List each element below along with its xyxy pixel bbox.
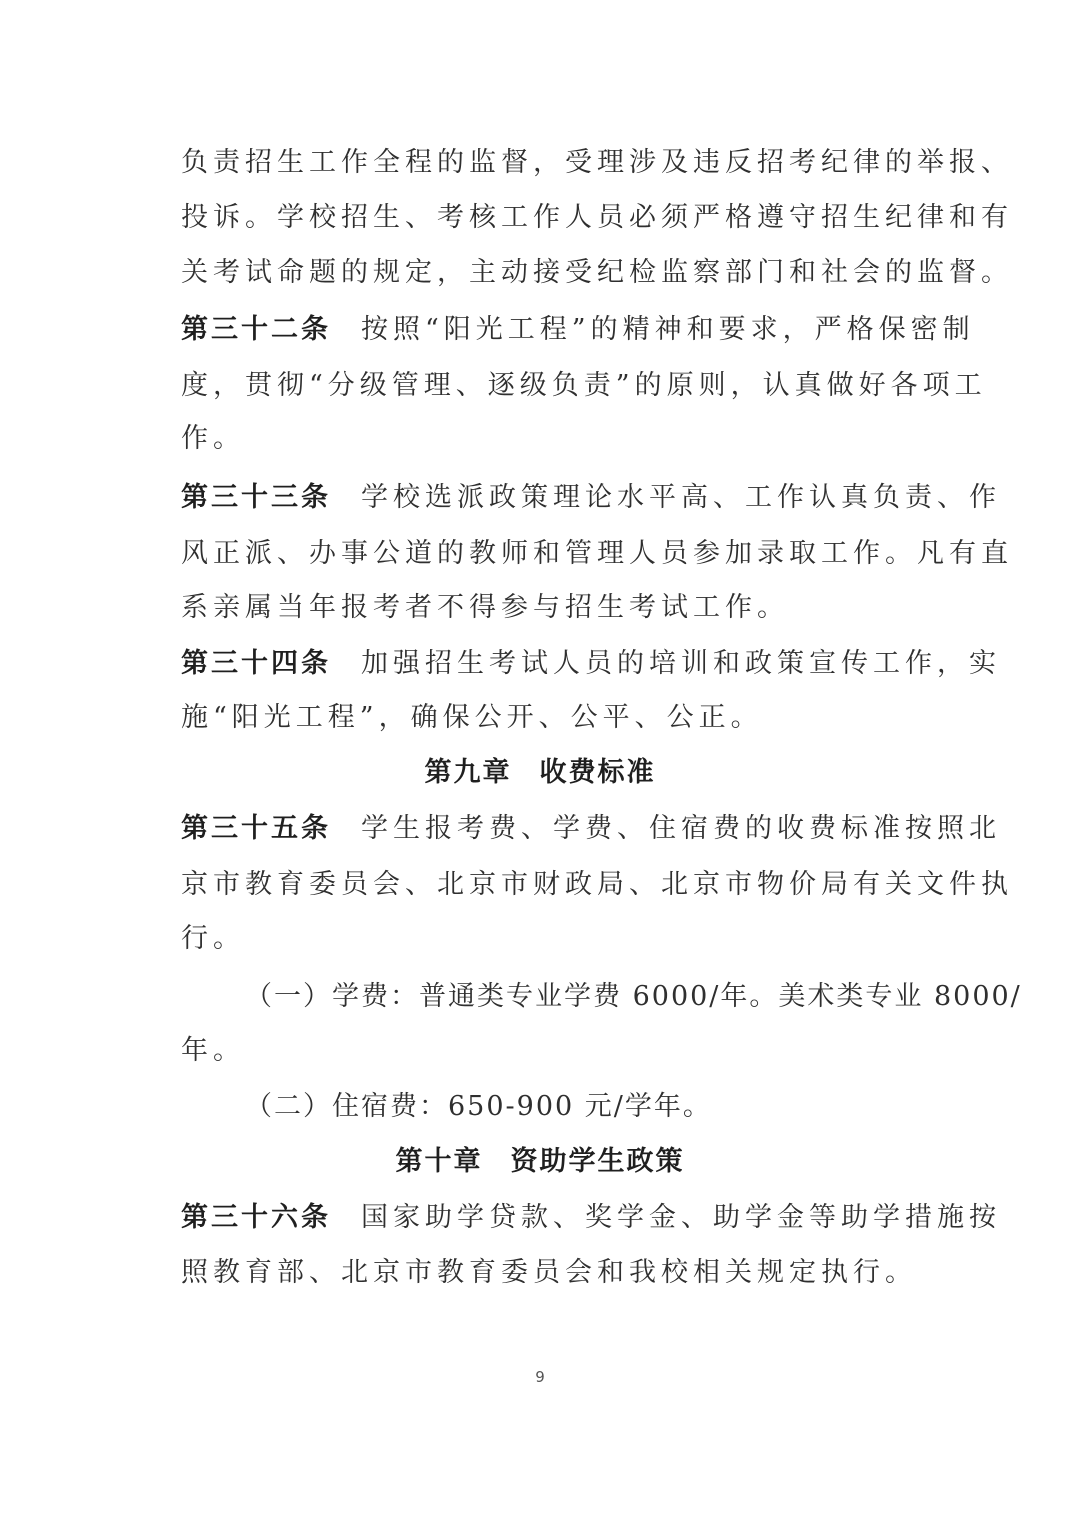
article-33-first-line [181, 481, 1001, 515]
chapter-9-title: 收费标准 [539, 757, 656, 788]
chapter-9-heading [0, 756, 1080, 790]
chapter-10-number: 第十章 [395, 1146, 483, 1177]
paragraph-line: 关考试命题的规定，主动接受纪检监察部门和社会的监督。 [181, 257, 1013, 288]
article-32-first-line [181, 313, 975, 347]
article-36-first-line [181, 1201, 1001, 1235]
article-32-text: 按照“阳光工程”的精神和要求，严格保密制 [361, 314, 975, 345]
article-32-line: 作。 [181, 423, 245, 454]
article-35-first-line [181, 812, 1001, 846]
article-33-line: 风正派、办事公道的教师和管理人员参加录取工作。凡有直 [181, 538, 1013, 569]
article-35-label: 第三十五条 [181, 813, 331, 844]
paragraph-line: 投诉。学校招生、考核工作人员必须严格遵守招生纪律和有 [181, 202, 1013, 233]
fee-item-accommodation: （二）住宿费：650-900 元/学年。 [245, 1091, 712, 1122]
article-33-text: 学校选派政策理论水平高、工作认真负责、作 [361, 482, 1001, 513]
article-34-line: 施“阳光工程”，确保公开、公平、公正。 [181, 702, 763, 733]
article-36-line: 照教育部、北京市教育委员会和我校相关规定执行。 [181, 1257, 917, 1288]
paragraph-line: 负责招生工作全程的监督，受理涉及违反招考纪律的举报、 [181, 147, 1013, 178]
article-34-label: 第三十四条 [181, 648, 331, 679]
article-35-line: 行。 [181, 923, 245, 954]
article-36-label: 第三十六条 [181, 1202, 331, 1233]
article-32-label: 第三十二条 [181, 314, 331, 345]
article-32-line: 度，贯彻“分级管理、逐级负责”的原则，认真做好各项工 [181, 370, 987, 401]
chapter-9-number: 第九章 [424, 757, 512, 788]
article-35-text: 学生报考费、学费、住宿费的收费标准按照北 [361, 813, 1001, 844]
fee-item-tuition-cont: 年。 [181, 1035, 245, 1066]
article-33-line: 系亲属当年报考者不得参与招生考试工作。 [181, 592, 789, 623]
chapter-10-title: 资助学生政策 [510, 1146, 685, 1177]
fee-item-tuition: （一）学费：普通类专业学费 6000/年。美术类专业 8000/ [245, 981, 1022, 1012]
article-34-first-line [181, 647, 1001, 681]
article-35-line: 京市教育委员会、北京市财政局、北京市物价局有关文件执 [181, 869, 1013, 900]
chapter-10-heading [0, 1145, 1080, 1179]
article-34-text: 加强招生考试人员的培训和政策宣传工作，实 [361, 648, 1001, 679]
article-33-label: 第三十三条 [181, 482, 331, 513]
page-number: 9 [535, 1368, 545, 1386]
article-36-text: 国家助学贷款、奖学金、助学金等助学措施按 [361, 1202, 1001, 1233]
